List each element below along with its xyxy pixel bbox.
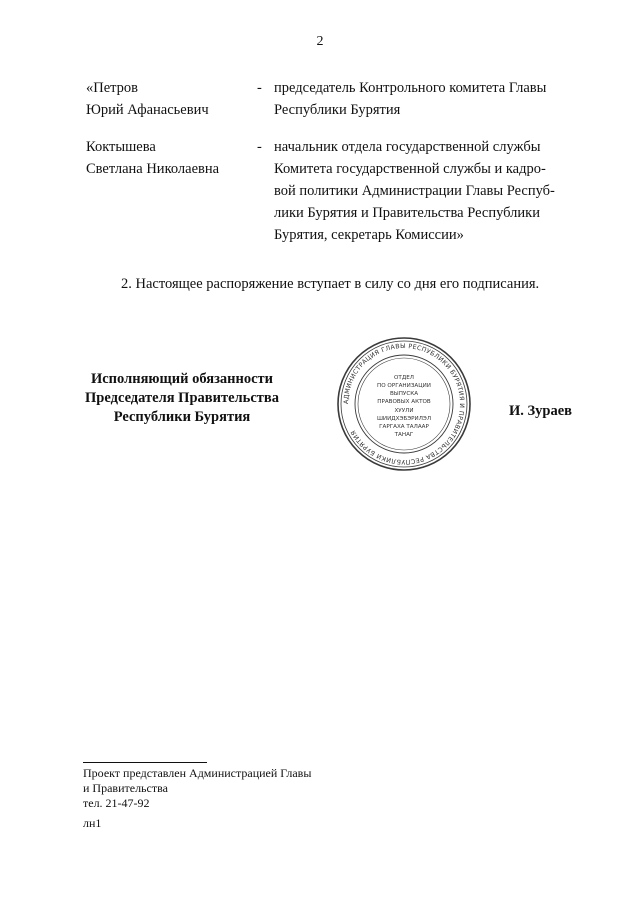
signer-name: И. Зураев (508, 403, 572, 419)
position-line: лики Бурятия и Правительства Республики (274, 205, 540, 221)
member-name (86, 77, 246, 121)
dash-separator: - (257, 139, 262, 155)
signer-title-line: Республики Бурятия (113, 409, 251, 425)
stamp-center-line: ШИИДХЭБЭРИЛЭЛ (376, 416, 432, 422)
signer-title (72, 370, 292, 427)
footnote (83, 766, 311, 811)
stamp-center-line: ТАНАГ (394, 432, 414, 438)
position-line: председатель Контрольного комитета Главы (274, 80, 547, 96)
member-surname: Коктышева (86, 139, 156, 155)
official-stamp (336, 336, 472, 472)
member-given-names: Светлана Николаевна (86, 161, 220, 177)
clause-2: 2. Настоящее распоряжение вступает в силу со дня его подписания. (121, 276, 540, 292)
document-code: лн1 (83, 816, 102, 830)
stamp-center-line: ГАРГАХА ТАЛААР (379, 424, 429, 430)
page-number: 2 (316, 34, 324, 49)
stamp-center-line: ПО ОРГАНИЗАЦИИ (377, 383, 431, 389)
signer-title-line: Исполняющий обязанности (90, 371, 274, 387)
member-name (86, 136, 246, 180)
position-line: начальник отдела государственной службы (274, 139, 541, 155)
stamp-center-line: ОТДЕЛ (394, 375, 414, 381)
position-line: Бурятия, секретарь Комиссии» (274, 227, 464, 243)
footnote-line: тел. 21-47-92 (83, 796, 150, 810)
footnote-divider (83, 762, 207, 763)
member-given-names: Юрий Афанасьевич (86, 102, 209, 118)
member-surname: «Петров (86, 80, 139, 96)
member-position (274, 77, 576, 121)
footnote-line: Проект представлен Администрацией Главы (83, 766, 312, 780)
position-line: Комитета государственной службы и кадро- (274, 161, 546, 177)
stamp-center-line: ПРАВОВЫХ АКТОВ (377, 399, 431, 405)
stamp-center-line: ВЫПУСКА (389, 391, 419, 397)
signer-title-line: Председателя Правительства (85, 390, 279, 406)
stamp-ring-text: АДМИНИСТРАЦИЯ ГЛАВЫ РЕСПУБЛИКИ БУРЯТИЯ И ПРАВИТЕЛЬСТВА РЕСПУБЛИКИ БУРЯТИЯ (342, 342, 466, 466)
footnote-line: и Правительства (83, 781, 168, 795)
position-line: вой политики Администрации Главы Респуб- (274, 183, 555, 199)
stamp-center-line: ХУУЛИ (394, 408, 414, 414)
dash-separator: - (257, 80, 262, 96)
position-line: Республики Бурятия (274, 102, 401, 118)
member-position (274, 136, 576, 246)
